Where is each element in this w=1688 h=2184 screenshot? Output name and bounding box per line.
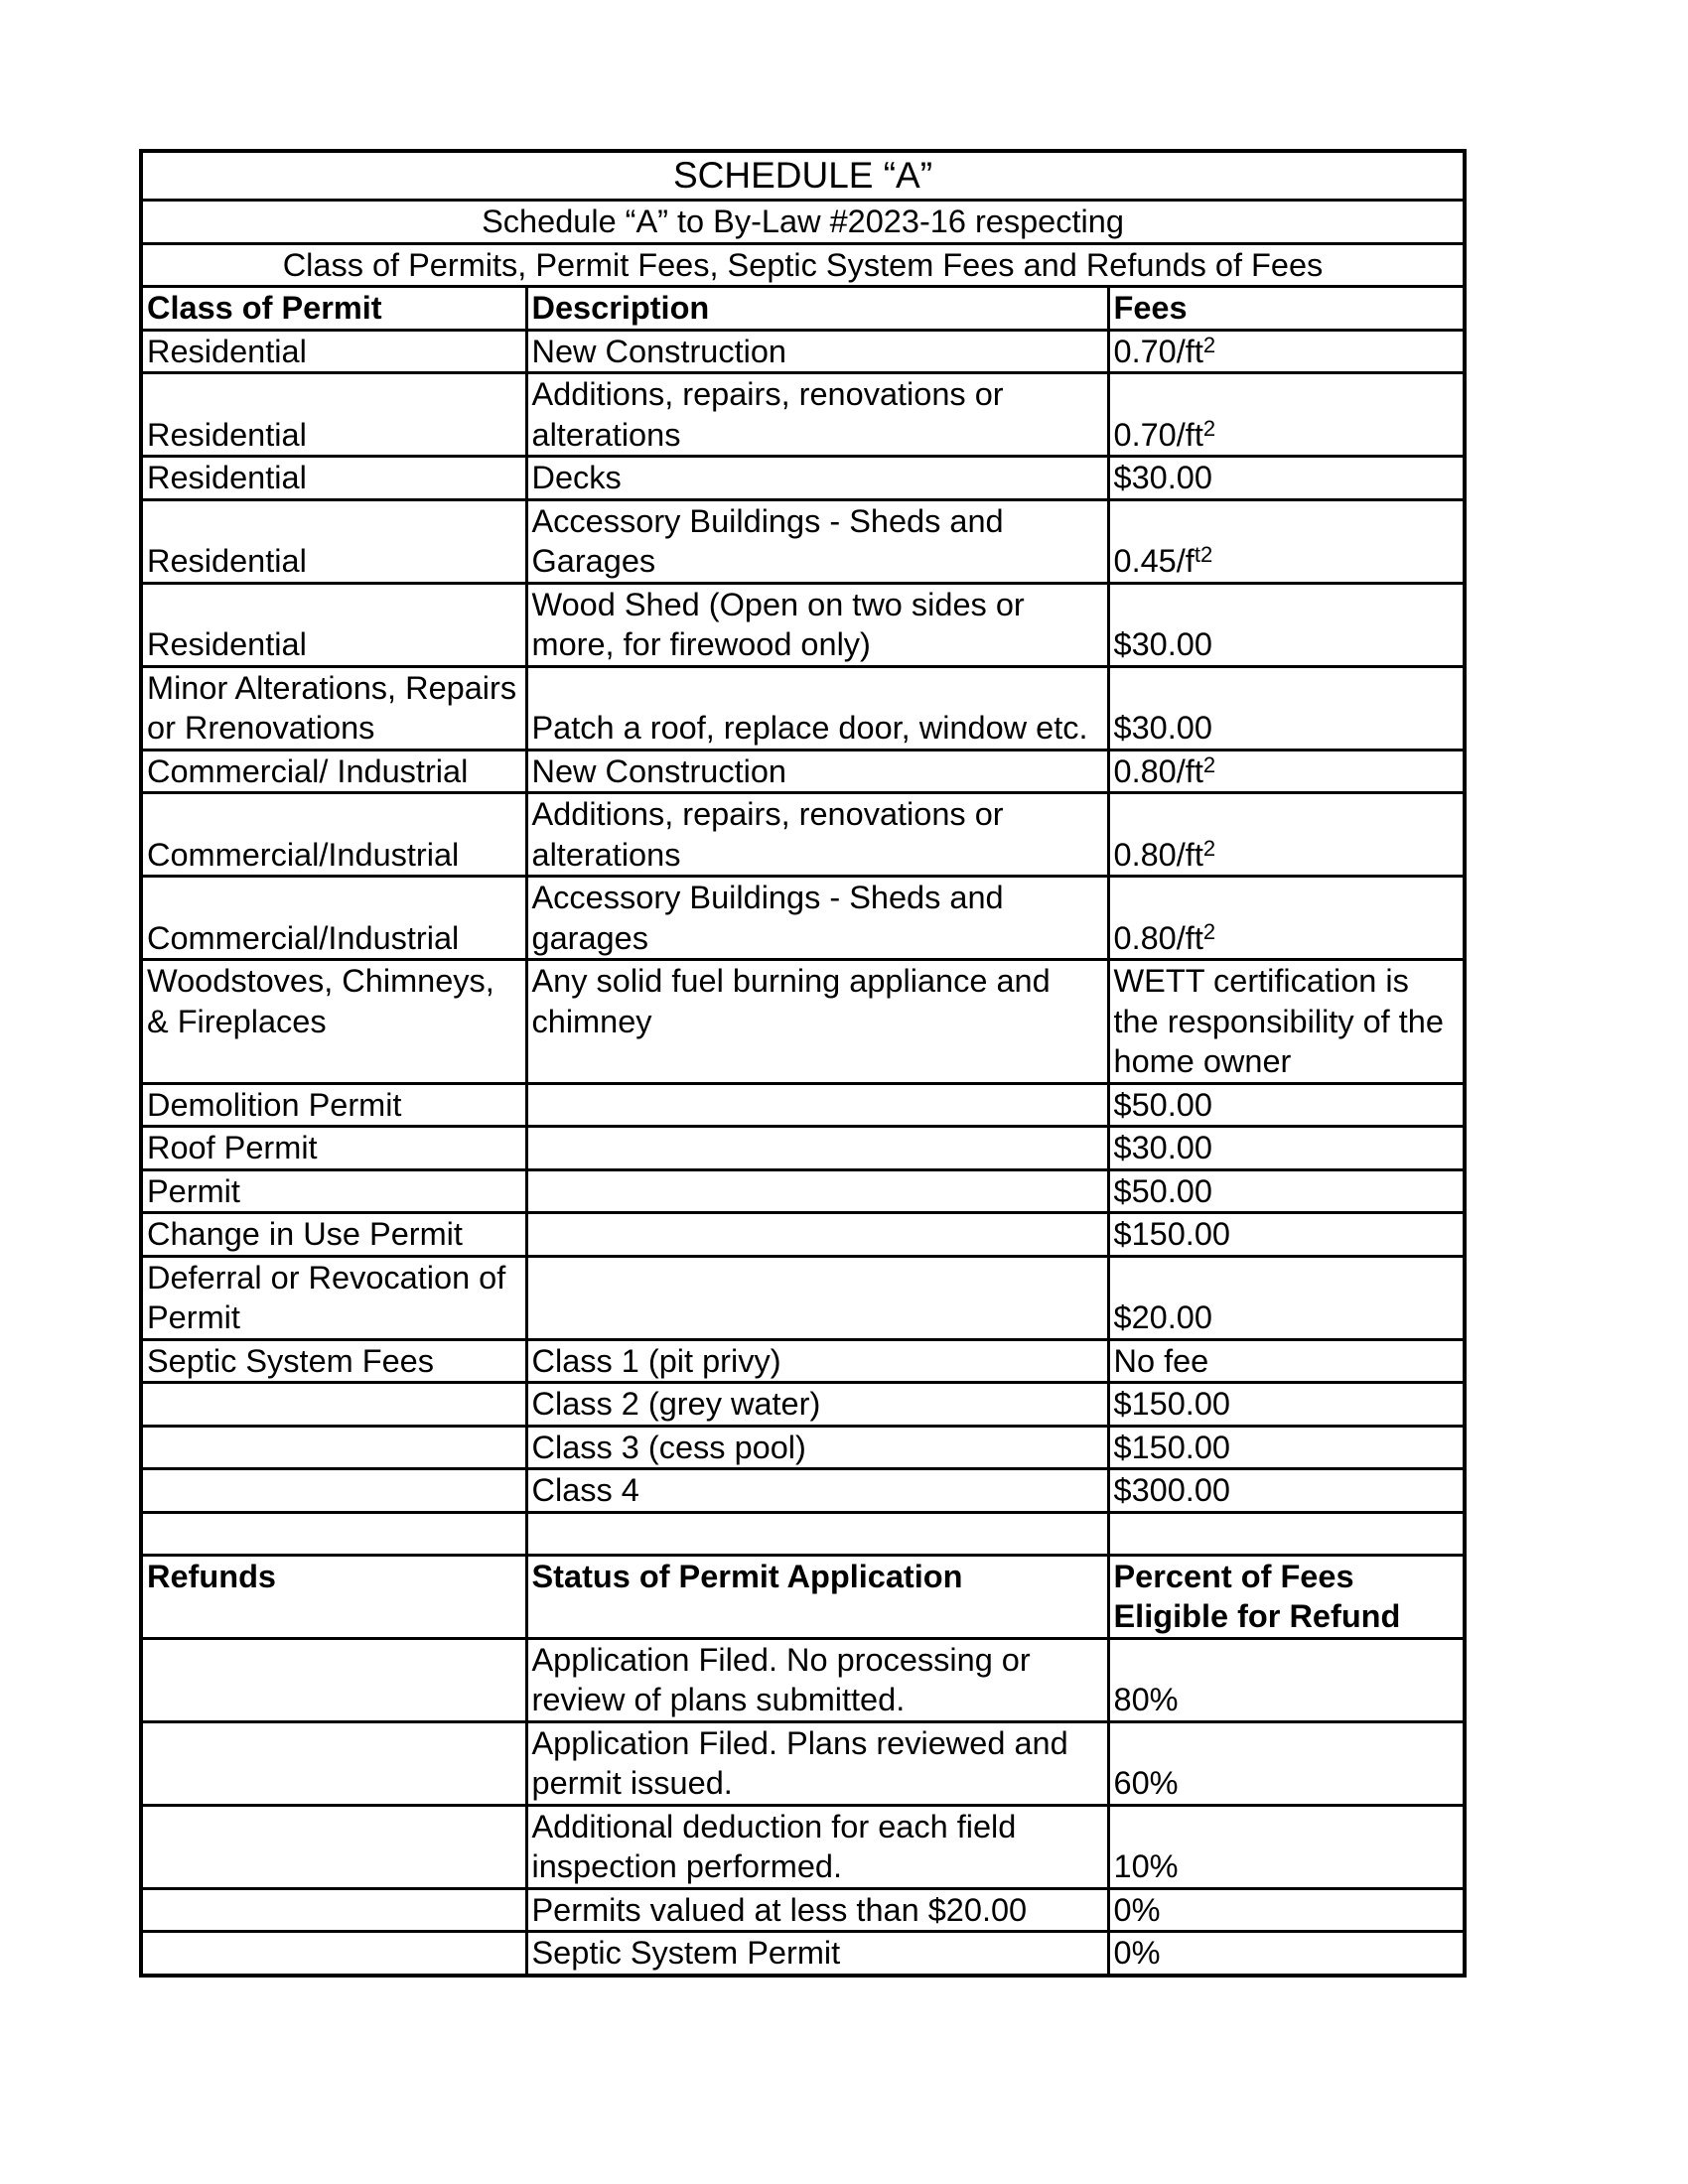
fee-amount bbox=[1108, 1083, 1465, 1127]
fee-row bbox=[141, 877, 1465, 960]
fee-value: 0.80/ft bbox=[1113, 919, 1203, 956]
fee-row bbox=[141, 1169, 1465, 1213]
fee-row bbox=[141, 1213, 1465, 1257]
fee-amount bbox=[1108, 1383, 1465, 1427]
fee-superscript: 2 bbox=[1202, 835, 1216, 861]
header-class-of-permit: Class of Permit bbox=[141, 287, 526, 331]
subtitle-row bbox=[141, 243, 1465, 287]
fee-row bbox=[141, 1426, 1465, 1469]
fee-description: Additions, repairs, renovations or alterations bbox=[526, 373, 1108, 457]
fee-class: Commercial/ Industrial bbox=[141, 750, 526, 793]
fee-amount bbox=[1108, 1169, 1465, 1213]
fee-class bbox=[141, 1383, 526, 1427]
header-refunds: Refunds bbox=[141, 1555, 526, 1638]
fee-description: Any solid fuel burning appliance and chimney bbox=[526, 960, 1108, 1084]
schedule-subtitle-scope: Class of Permits, Permit Fees, Septic System Fees and Refunds of Fees bbox=[141, 243, 1465, 287]
fee-value: $30.00 bbox=[1113, 710, 1212, 746]
fee-class: Permit bbox=[141, 1169, 526, 1213]
fee-description: Accessory Buildings - Sheds and garages bbox=[526, 877, 1108, 960]
fee-class: Septic System Fees bbox=[141, 1339, 526, 1383]
fee-row bbox=[141, 1256, 1465, 1339]
fee-value: $20.00 bbox=[1113, 1299, 1212, 1335]
fee-row bbox=[141, 583, 1465, 666]
fee-class bbox=[141, 1469, 526, 1513]
refund-percent: 0% bbox=[1108, 1888, 1465, 1932]
fee-amount bbox=[1108, 499, 1465, 583]
fee-description: Decks bbox=[526, 457, 1108, 500]
fee-description: Class 3 (cess pool) bbox=[526, 1426, 1108, 1469]
fee-class: Residential bbox=[141, 583, 526, 666]
fee-row bbox=[141, 373, 1465, 457]
schedule-a-table bbox=[139, 149, 1467, 1978]
fee-amount bbox=[1108, 1339, 1465, 1383]
fee-amount bbox=[1108, 750, 1465, 793]
refund-description: Permits valued at less than $20.00 bbox=[526, 1888, 1108, 1932]
refund-description: Application Filed. Plans reviewed and permit issued. bbox=[526, 1721, 1108, 1805]
fee-description: Class 4 bbox=[526, 1469, 1108, 1513]
fee-description bbox=[526, 1213, 1108, 1257]
fee-class: Commercial/Industrial bbox=[141, 877, 526, 960]
fee-row bbox=[141, 457, 1465, 500]
fee-amount bbox=[1108, 793, 1465, 877]
fee-class: Woodstoves, Chimneys, & Fireplaces bbox=[141, 960, 526, 1084]
fee-class: Minor Alterations, Repairs or Rrenovations bbox=[141, 666, 526, 750]
fee-amount bbox=[1108, 457, 1465, 500]
fee-superscript: 2 bbox=[1202, 918, 1216, 944]
refund-class bbox=[141, 1888, 526, 1932]
refund-class bbox=[141, 1638, 526, 1721]
refund-description: Septic System Permit bbox=[526, 1932, 1108, 1976]
fee-row bbox=[141, 750, 1465, 793]
fee-row bbox=[141, 793, 1465, 877]
fee-description: Wood Shed (Open on two sides or more, for firewood only) bbox=[526, 583, 1108, 666]
fee-class: Demolition Permit bbox=[141, 1083, 526, 1127]
fee-class: Roof Permit bbox=[141, 1127, 526, 1170]
refund-percent: 0% bbox=[1108, 1932, 1465, 1976]
fee-description: Class 1 (pit privy) bbox=[526, 1339, 1108, 1383]
fee-description: New Construction bbox=[526, 330, 1108, 373]
fee-row bbox=[141, 666, 1465, 750]
fee-row bbox=[141, 1127, 1465, 1170]
schedule-subtitle-bylaw: Schedule “A” to By-Law #2023-16 respecting bbox=[141, 201, 1465, 244]
fee-description bbox=[526, 1083, 1108, 1127]
fee-description: Accessory Buildings - Sheds and Garages bbox=[526, 499, 1108, 583]
fee-amount bbox=[1108, 373, 1465, 457]
fee-value: $50.00 bbox=[1113, 1172, 1212, 1209]
fee-row bbox=[141, 1339, 1465, 1383]
fee-row bbox=[141, 1383, 1465, 1427]
fee-value: 0.70/ft bbox=[1113, 416, 1203, 453]
refund-description: Additional deduction for each field inspection performed. bbox=[526, 1805, 1108, 1888]
refund-percent: 80% bbox=[1108, 1638, 1465, 1721]
fee-amount bbox=[1108, 330, 1465, 373]
fee-value: $300.00 bbox=[1113, 1472, 1230, 1508]
fee-class: Residential bbox=[141, 330, 526, 373]
fee-superscript: 2 bbox=[1202, 415, 1216, 441]
fee-superscript: 2 bbox=[1202, 751, 1216, 777]
fee-amount bbox=[1108, 666, 1465, 750]
fee-class: Change in Use Permit bbox=[141, 1213, 526, 1257]
spacer-row bbox=[141, 1512, 1465, 1555]
empty-cell bbox=[1108, 1512, 1465, 1555]
fee-class: Residential bbox=[141, 499, 526, 583]
empty-cell bbox=[526, 1512, 1108, 1555]
schedule-title: SCHEDULE “A” bbox=[141, 151, 1465, 201]
refund-class bbox=[141, 1721, 526, 1805]
subtitle-row bbox=[141, 201, 1465, 244]
fee-row bbox=[141, 1083, 1465, 1127]
refund-class bbox=[141, 1805, 526, 1888]
refund-row bbox=[141, 1932, 1465, 1976]
fee-description: Class 2 (grey water) bbox=[526, 1383, 1108, 1427]
refund-percent: 10% bbox=[1108, 1805, 1465, 1888]
fee-class bbox=[141, 1426, 526, 1469]
fee-value: $30.00 bbox=[1113, 460, 1212, 495]
refund-row bbox=[141, 1888, 1465, 1932]
fee-amount bbox=[1108, 1213, 1465, 1257]
fee-row bbox=[141, 960, 1465, 1084]
fee-amount bbox=[1108, 960, 1465, 1084]
fee-superscript: 2 bbox=[1202, 332, 1216, 357]
header-description: Description bbox=[526, 287, 1108, 331]
fee-class: Commercial/Industrial bbox=[141, 793, 526, 877]
fee-class: Deferral or Revocation of Permit bbox=[141, 1256, 526, 1339]
fee-description bbox=[526, 1256, 1108, 1339]
fee-amount bbox=[1108, 1127, 1465, 1170]
fee-value: 0.80/ft bbox=[1113, 836, 1203, 873]
refunds-header-row bbox=[141, 1555, 1465, 1638]
fee-description: Additions, repairs, renovations or alterations bbox=[526, 793, 1108, 877]
refund-row bbox=[141, 1638, 1465, 1721]
fee-row bbox=[141, 1469, 1465, 1513]
fee-value: $150.00 bbox=[1113, 1386, 1230, 1422]
fee-description bbox=[526, 1127, 1108, 1170]
fee-amount bbox=[1108, 1256, 1465, 1339]
fee-value: No fee bbox=[1113, 1342, 1209, 1379]
header-fees: Fees bbox=[1108, 287, 1465, 331]
fee-class: Residential bbox=[141, 373, 526, 457]
refund-class bbox=[141, 1932, 526, 1976]
fee-value: 0.45/f bbox=[1113, 543, 1195, 579]
fee-superscript: t2 bbox=[1194, 542, 1213, 567]
refund-row bbox=[141, 1805, 1465, 1888]
fee-description: Patch a roof, replace door, window etc. bbox=[526, 666, 1108, 750]
title-row bbox=[141, 151, 1465, 201]
fee-value: WETT certification is the responsibility of the home owner bbox=[1113, 963, 1444, 1079]
fee-value: $150.00 bbox=[1113, 1216, 1230, 1252]
header-status-of-application: Status of Permit Application bbox=[526, 1555, 1108, 1638]
fee-value: 0.80/ft bbox=[1113, 752, 1203, 789]
empty-cell bbox=[141, 1512, 526, 1555]
fee-value: $150.00 bbox=[1113, 1429, 1230, 1465]
header-percent-eligible: Percent of Fees Eligible for Refund bbox=[1108, 1555, 1465, 1638]
refund-description: Application Filed. No processing or review of plans submitted. bbox=[526, 1638, 1108, 1721]
refund-row bbox=[141, 1721, 1465, 1805]
fee-amount bbox=[1108, 1469, 1465, 1513]
fee-amount bbox=[1108, 877, 1465, 960]
fee-class: Residential bbox=[141, 457, 526, 500]
fee-row bbox=[141, 330, 1465, 373]
fee-description bbox=[526, 1169, 1108, 1213]
fee-value: 0.70/ft bbox=[1113, 333, 1203, 369]
fee-value: $30.00 bbox=[1113, 1130, 1212, 1165]
fee-description: New Construction bbox=[526, 750, 1108, 793]
fee-value: $50.00 bbox=[1113, 1086, 1212, 1123]
fee-value: $30.00 bbox=[1113, 626, 1212, 662]
fee-amount bbox=[1108, 1426, 1465, 1469]
fee-row bbox=[141, 499, 1465, 583]
fees-header-row bbox=[141, 287, 1465, 331]
refund-percent: 60% bbox=[1108, 1721, 1465, 1805]
fee-amount bbox=[1108, 583, 1465, 666]
